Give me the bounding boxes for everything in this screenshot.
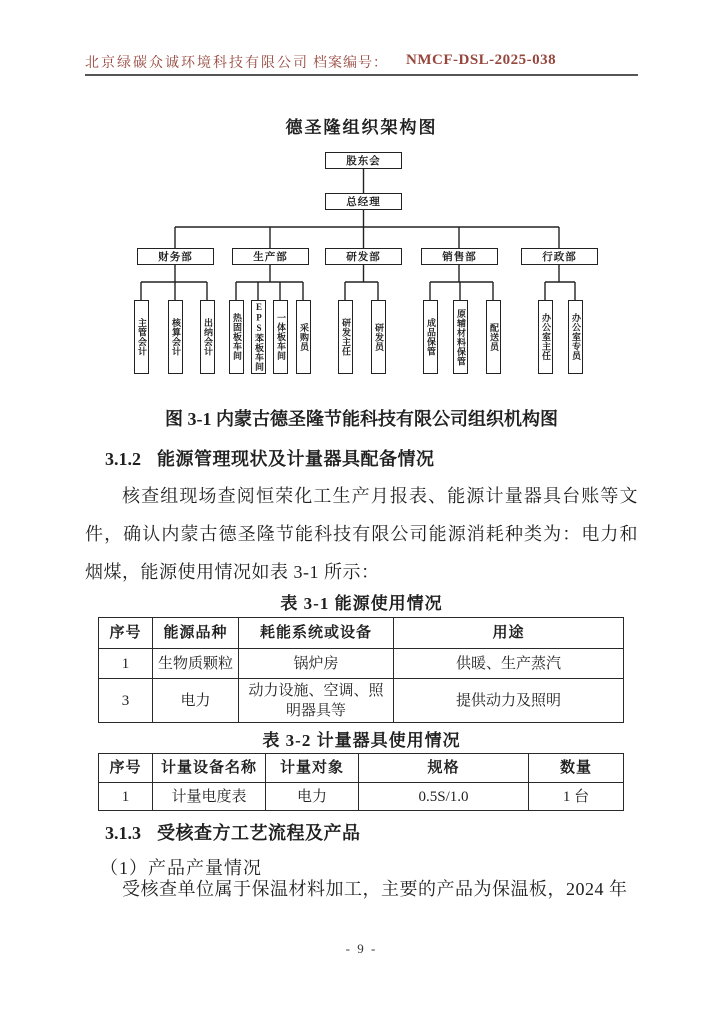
page-number: - 9 - bbox=[345, 941, 378, 956]
table-cell: 锅炉房 bbox=[239, 649, 394, 679]
table-header-row bbox=[99, 618, 624, 649]
table-header-cell: 序号 bbox=[99, 618, 153, 649]
table-header-cell: 用途 bbox=[394, 618, 624, 649]
section-number: 3.1.2 bbox=[105, 449, 141, 469]
table-row bbox=[99, 783, 624, 811]
org-chart-title: 德圣隆组织架构图 bbox=[285, 118, 438, 137]
table-cell: 电力 bbox=[266, 783, 359, 811]
table-3-2 bbox=[98, 753, 624, 811]
archive-number-value: NMCF-DSL-2025-038 bbox=[406, 52, 557, 68]
section-number: 3.1.3 bbox=[105, 823, 141, 843]
table-header-cell: 数量 bbox=[529, 754, 624, 783]
org-connector-lines bbox=[0, 145, 723, 390]
header-rule bbox=[85, 74, 638, 76]
table-header-cell: 耗能系统或设备 bbox=[239, 618, 394, 649]
org-node-role: 热固板车间 bbox=[229, 300, 244, 374]
table-header-cell: 规格 bbox=[359, 754, 529, 783]
org-node-role: 配送员 bbox=[486, 300, 501, 374]
header-company-name: 北京绿碳众诚环境科技有限公司 bbox=[85, 56, 309, 71]
org-node-dept-finance: 财务部 bbox=[137, 248, 214, 265]
header-archive-group bbox=[313, 52, 595, 72]
org-node-role: 原辅材料保管 bbox=[453, 300, 468, 374]
org-node-shareholders: 股东会 bbox=[325, 152, 402, 169]
table-header-cell: 计量设备名称 bbox=[153, 754, 266, 783]
org-node-role: EPS苯板车间 bbox=[251, 300, 266, 374]
table-header-cell: 序号 bbox=[99, 754, 153, 783]
org-node-role: 出纳会计 bbox=[200, 300, 215, 374]
org-node-dept-production: 生产部 bbox=[232, 248, 309, 265]
table-cell: 1 bbox=[99, 649, 153, 679]
section-heading-3-1-3 bbox=[105, 819, 361, 845]
section-title: 受核查方工艺流程及产品 bbox=[157, 823, 361, 843]
org-node-role: 办公室专员 bbox=[568, 300, 583, 374]
org-node-role: 研发员 bbox=[371, 300, 386, 374]
table-cell: 1 台 bbox=[529, 783, 624, 811]
section-heading-3-1-2 bbox=[105, 445, 435, 471]
table-row bbox=[99, 649, 624, 679]
table-3-2-title: 表 3-2 计量器具使用情况 bbox=[262, 731, 461, 750]
org-chart bbox=[0, 145, 723, 390]
table-cell: 计量电度表 bbox=[153, 783, 266, 811]
table-cell: 供暖、生产蒸汽 bbox=[394, 649, 624, 679]
org-node-role: 成品保管 bbox=[423, 300, 438, 374]
table-cell: 生物质颗粒 bbox=[153, 649, 239, 679]
table-3-1 bbox=[98, 617, 624, 723]
table-header-cell: 计量对象 bbox=[266, 754, 359, 783]
org-node-role: 办公室主任 bbox=[538, 300, 553, 374]
table-3-1-title: 表 3-1 能源使用情况 bbox=[280, 594, 443, 613]
org-node-dept-rnd: 研发部 bbox=[325, 248, 402, 265]
org-node-role: 一体板车间 bbox=[273, 300, 288, 374]
org-node-role: 主管会计 bbox=[134, 300, 149, 374]
table-cell: 3 bbox=[99, 679, 153, 723]
section-title: 能源管理现状及计量器具配备情况 bbox=[157, 449, 435, 469]
org-node-dept-admin: 行政部 bbox=[521, 248, 598, 265]
table-cell: 动力设施、空调、照明器具等 bbox=[239, 679, 394, 723]
org-node-general-manager: 总经理 bbox=[325, 193, 402, 210]
paragraph-3-1-2: 核查组现场查阅恒荣化工生产月报表、能源计量器具台账等文件，确认内蒙古德圣隆节能科技有限公司能源消耗种类为：电力和烟煤，能源使用情况如表 3-1 所示： bbox=[85, 486, 638, 582]
table-cell: 1 bbox=[99, 783, 153, 811]
table-cell: 0.5S/1.0 bbox=[359, 783, 529, 811]
figure-caption: 图 3-1 内蒙古德圣隆节能科技有限公司组织机构图 bbox=[165, 409, 558, 429]
table-cell: 提供动力及照明 bbox=[394, 679, 624, 723]
table-cell: 电力 bbox=[153, 679, 239, 723]
org-node-role: 核算会计 bbox=[168, 300, 183, 374]
table-header-row bbox=[99, 754, 624, 783]
sub-heading-product-output: （1）产品产量情况 bbox=[100, 858, 262, 878]
table-header-cell: 能源品种 bbox=[153, 618, 239, 649]
org-node-role: 采购员 bbox=[296, 300, 311, 374]
org-node-role: 研发主任 bbox=[338, 300, 353, 374]
org-node-dept-sales: 销售部 bbox=[421, 248, 498, 265]
paragraph-3-1-3: 受核查单位属于保温材料加工，主要的产品为保温板，2024 年 bbox=[122, 879, 628, 899]
table-row bbox=[99, 679, 624, 723]
archive-number-label: 档案编号： bbox=[313, 56, 388, 71]
